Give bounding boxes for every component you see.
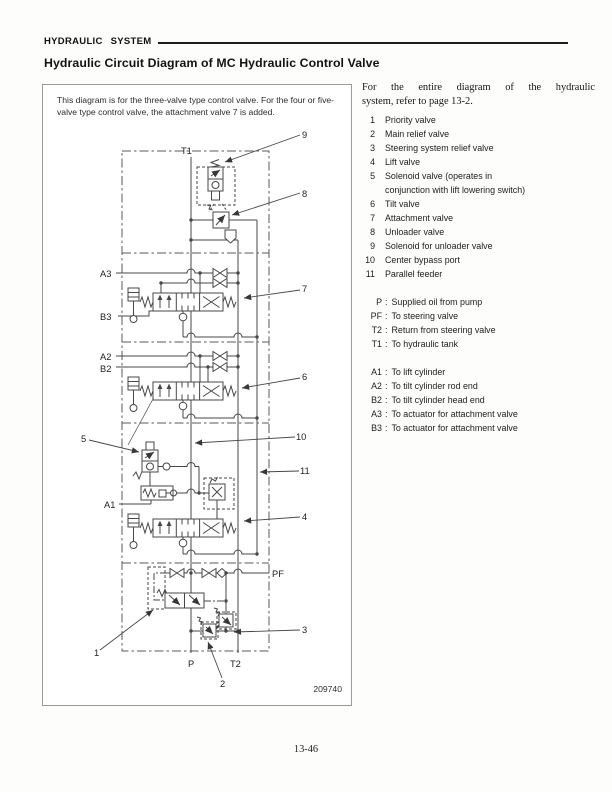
part-number: 9 [370,241,375,251]
part-label: Tilt valve [385,199,420,209]
part-label: Priority valve [385,115,436,125]
callout-label-10: 10 [296,432,307,442]
parts-list-item [362,211,557,225]
legend-row [360,421,518,435]
part-number: 2 [370,129,375,139]
part-label: Solenoid for unloader valve [385,241,493,251]
tilt-return-connector [183,414,257,418]
cylinder-port-legend [360,365,518,435]
callout-label-2: 2 [220,679,226,689]
valve-body-chain-boundary [122,151,269,651]
parts-list-item [362,141,557,155]
part-label: Steering system relief valve [385,143,494,153]
port-label-a3: A3 [100,269,112,279]
legend-row [360,295,496,309]
figure-number: 209740 [313,684,342,694]
legend-port-desc: To actuator for attachment valve [391,423,518,433]
callout-label-7: 7 [302,284,308,294]
legend-separator: : [385,381,388,391]
part-number: 5 [370,171,375,181]
legend-row [360,407,518,421]
part-number: 3 [370,143,375,153]
solenoid-unloader-symbol [197,160,235,213]
legend-port-desc: To tilt cylinder rod end [391,381,478,391]
reference-intro [362,81,595,108]
legend-port-name: A2 [371,381,382,391]
lift-valve-symbol [128,514,236,551]
parts-list-item [362,253,557,267]
part-number: 11 [365,269,375,279]
legend-port-name: B3 [371,423,382,433]
legend-row [360,365,518,379]
callout-label-1: 1 [94,648,100,658]
part-label: Main relief valve [385,129,450,139]
lift-relief-symbol [204,477,234,519]
intro-line: For the entire diagram of the hydraulic [362,82,595,93]
callout-label-3: 3 [302,625,308,635]
port-label-t2: T2 [230,659,241,669]
legend-port-desc: Return from steering valve [391,325,496,335]
port-label-b3: B3 [100,312,112,322]
callout-label-4: 4 [302,512,308,522]
page-number: 13-46 [293,744,319,755]
lift-return-connector [183,550,257,554]
port-label-b2: B2 [100,364,112,374]
attachment-valve-symbol [128,288,236,325]
callout-label-11: 11 [300,466,310,476]
port-label-pf: PF [272,569,284,579]
legend-port-desc: Supplied oil from pump [391,297,483,307]
part-label: Center bypass port [385,255,460,265]
parts-list-item [362,239,557,253]
port-label-p: P [188,659,195,669]
legend-port-name: PF [370,311,382,321]
legend-row [360,393,518,407]
port-label-a1: A1 [104,500,116,510]
parts-list-item [362,197,557,211]
legend-port-name: P [376,297,382,307]
legend-separator: : [385,311,388,321]
legend-port-desc: To steering valve [391,311,459,321]
parts-list-item [362,169,557,197]
parts-list-item [362,267,557,281]
legend-separator: : [385,325,388,335]
parts-list [362,113,557,281]
parts-list-item [362,225,557,239]
tilt-valve-symbol [128,377,236,414]
legend-row [360,323,496,337]
legend-row [360,379,518,393]
legend-separator: : [385,423,388,433]
legend-separator: : [385,395,388,405]
part-label: Parallel feeder [385,269,443,279]
callout-label-5: 5 [81,434,87,444]
legend-port-name: A1 [371,367,382,377]
part-label: Unloader valve [385,227,445,237]
part-label: Attachment valve [385,213,454,223]
parts-list-item [362,155,557,169]
legend-port-desc: To actuator for attachment valve [391,409,518,419]
legend-separator: : [385,297,388,307]
part-number: 1 [370,115,375,125]
parts-list-item [362,127,557,141]
legend-port-desc: To lift cylinder [391,367,446,377]
lift-lock-valve-symbol [119,486,209,504]
legend-row [360,337,496,351]
legend-port-desc: To tilt cylinder head end [391,395,485,405]
part-number: 7 [370,213,375,223]
header-rule [158,42,568,44]
unloader-valve-symbol [207,205,236,243]
parallel-feeder-line [229,220,257,554]
callout-label-9: 9 [302,130,308,140]
legend-port-name: A3 [371,409,382,419]
hydraulic-circuit-diagram [43,85,353,707]
callout-label-8: 8 [302,189,308,199]
junction-dots [159,218,258,632]
port-label-t1: T1 [181,146,192,156]
attachment-return-connector [183,325,257,337]
figure-note: This diagram is for the three-valve type control valve. For the four or five-valve type control valve, the attachment valve 7 is added. [57,95,335,118]
part-number: 10 [365,255,375,265]
parts-list-item [362,113,557,127]
port-label-a2: A2 [100,352,112,362]
legend-separator: : [385,339,388,349]
part-number: 6 [370,199,375,209]
callout-label-6: 6 [302,372,308,382]
legend-port-name: T1 [371,339,382,349]
lift-solenoid-symbol [133,442,199,493]
legend-separator: : [385,409,388,419]
part-label: Lift valve [385,157,421,167]
legend-separator: : [385,367,388,377]
intro-line: system, refer to page 13-2. [362,95,473,107]
legend-port-name: B2 [371,395,382,405]
part-label: Solenoid valve (operates in conjunction with lift lowering switch) [385,171,526,195]
part-number: 4 [370,157,375,167]
section-header: HYDRAULIC SYSTEM [44,36,152,47]
port-legend [360,295,496,351]
legend-row [360,309,496,323]
legend-port-desc: To hydraulic tank [391,339,459,349]
legend-port-name: T2 [371,325,382,335]
figure-box [42,84,352,706]
part-number: 8 [370,227,375,237]
page-title: Hydraulic Circuit Diagram of MC Hydraulic Control Valve [44,56,380,70]
